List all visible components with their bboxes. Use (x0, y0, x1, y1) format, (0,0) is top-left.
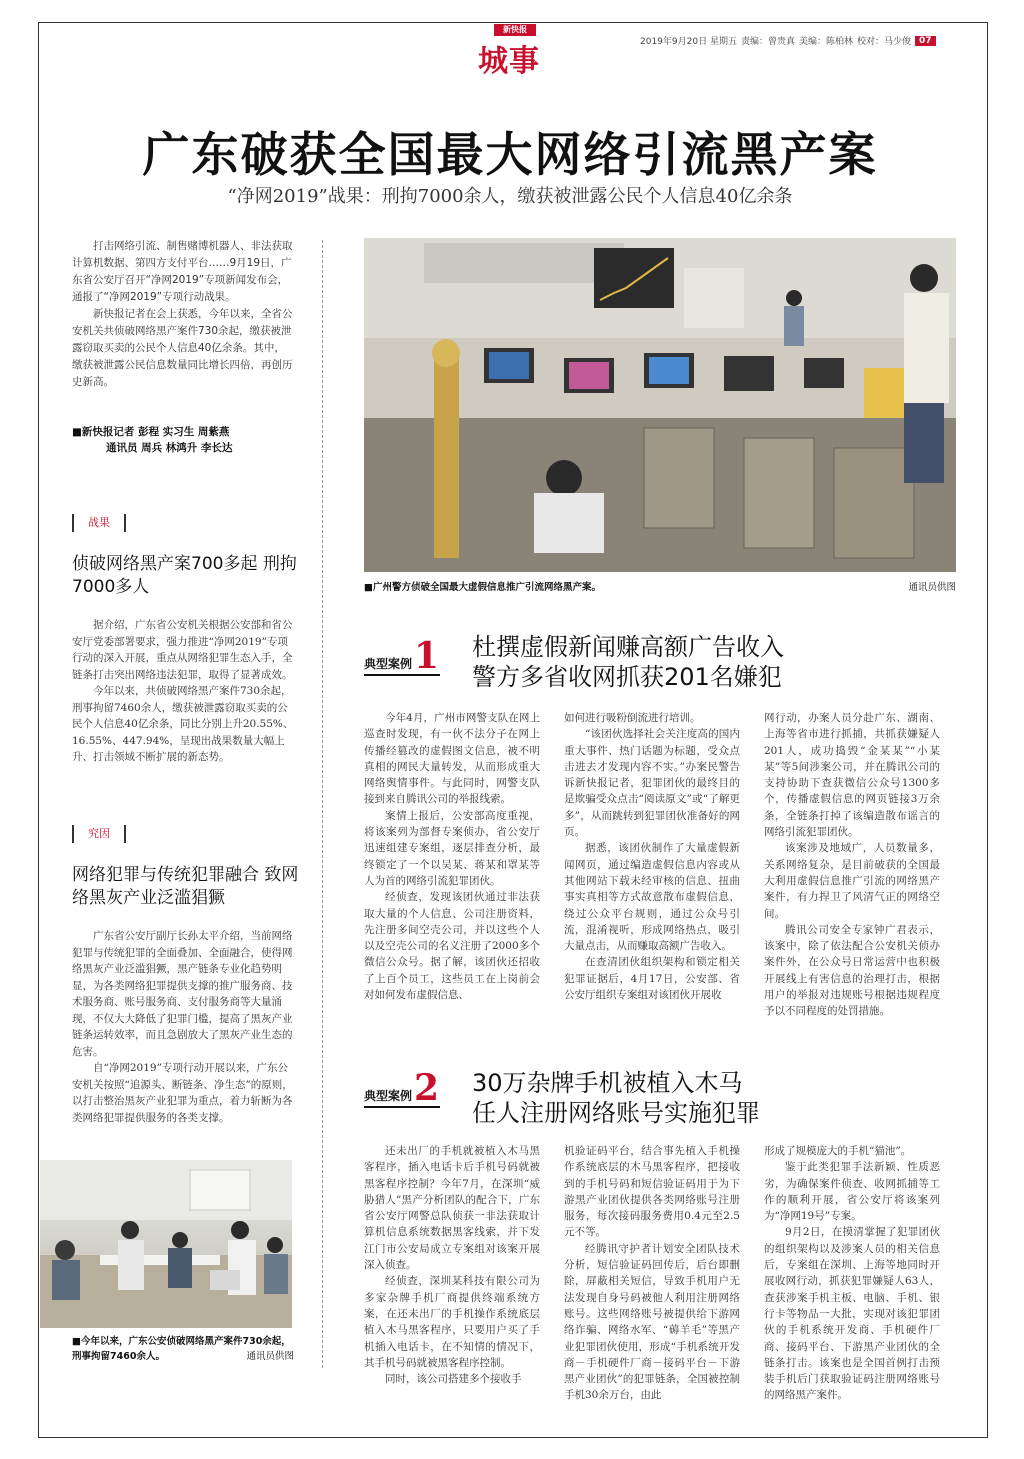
body-paragraph: 据介绍，广东省公安机关根据公安部和省公安厅党委部署要求，强力推进“净网2019”专项行动的深入开展，重点从网络犯罪生态入手，全链条打击突出网络违法犯罪，取得了显著成效。 (72, 619, 293, 681)
body-paragraph: 机验证码平台，结合事先植入手机操作系统底层的木马黑客程序，把接收到的手机号码和短信验证码用于为下游黑产业团伙提供各类网络账号注册服务，每次接码服务费用0.4元至2.5元不等。 (564, 1145, 740, 1239)
photo-police-interrogation (40, 1160, 292, 1328)
sub-headline: “净网2019”战果：刑拘7000余人，缴获被泄露公民个人信息40亿余条 (227, 186, 793, 207)
lead-paragraph: 打击网络引流、制售赌博机器人、非法获取计算机数据、第四方支付平台……9月19日，广东省公安厅召开“净网2019”专项新闻发布会，通报了“净网2019”专项行动战果。 (72, 240, 293, 303)
text-column (564, 710, 740, 1020)
case-headline-line: 任人注册网络账号实施犯罪 (472, 1099, 760, 1127)
caption-text: ■广州警方侦破全国最大虚假信息推广引流网络黑产案。 (364, 582, 601, 593)
section-title: 城事 (478, 44, 540, 79)
case-label-text: 典型案例 (364, 1089, 413, 1103)
body-paragraph: “该团伙选择社会关注度高的国内重大事件、热门话题为标题，受众点击进去才发现内容不实。”办案民警告诉新快报记者，犯罪团伙的最终目的是欺骗受众点击“阅读原文”或“了解更多”，从而跳转到犯罪团伙准备好的网页。 (564, 728, 740, 839)
case-number: 1 (414, 635, 440, 677)
side-body-causes (72, 928, 294, 1126)
body-paragraph: 腾讯公司安全专家钟广君表示，该案中，除了依法配合公安机关侦办案件外，在公众号日常运营中也积极开展线上有害信息的治理打击，根据用户的举报对违规账号根据违规程度予以不同程度的处罚措施。 (764, 923, 940, 1018)
photo-illustration (364, 238, 956, 572)
side-tag-causes: 究因 (72, 825, 126, 843)
body-paragraph: 在查清团伙组织架构和锁定相关犯罪证据后，4月17日，公安部、省公安厅组织专案组对该团伙开展收 (564, 956, 740, 1002)
case-label-1 (364, 635, 440, 677)
text-column (364, 1143, 540, 1404)
case-headline-line: 杜撰虚假新闻赚高额广告收入 (472, 633, 784, 661)
proofreader-credit: 校对：马少俊 (856, 37, 911, 47)
byline (72, 424, 294, 456)
case-body-2 (364, 1143, 940, 1404)
photo-credit: 通讯员供图 (246, 1351, 294, 1362)
body-paragraph: 同时，该公司搭建多个接收手 (385, 1373, 522, 1386)
case-headline-1 (472, 632, 952, 692)
issue-date: 2019年9月20日 星期五 (640, 37, 737, 47)
side-body-results (72, 617, 294, 766)
body-paragraph: 案情上报后，公安部高度重视，将该案列为部督专案侦办，省公安厅迅速组建专案组，逐层排查分析，最终锁定了一个以吴某、蒋某和罩某等人为首的网络引流犯罪团伙。 (364, 809, 540, 887)
body-paragraph: 还未出厂的手机就被植入木马黑客程序，插入电话卡后手机号码就被黑客程序控制？今年7月，在深圳“威胁猎人”黑产分析团队的配合下，广东省公安厅网警总队侦获一非法获取计算机信息系统数据黑客线索，并下发江门市公安局成立专案组对该案开展深入侦查。 (364, 1145, 540, 1272)
case-number: 2 (414, 1067, 440, 1109)
body-paragraph: 广东省公安厅副厅长孙太平介绍，当前网络犯罪与传统犯罪的全面叠加、全面融合，使得网络黑灰产业泛滥猖獗，黑产链条专业化趋势明显，为各类网络犯罪提供支撑的推广服务商、技术服务商、账号服务商、支付服务商等大量涌现，不仅大大降低了犯罪门槛，提高了黑灰产业链条运转效率，而且急剧放大了黑灰产业生态的危害。 (72, 930, 293, 1058)
body-paragraph: 形成了规模庞大的手机“猫池”。 (764, 1145, 912, 1157)
case-label-2 (364, 1067, 440, 1109)
body-paragraph: 今年4月，广州市网警支队在网上巡查时发现，有一伙不法分子在网上传播经篡改的虚假图文信息，被不明真相的网民大量转发，从而形成重大网络舆情事件。与此同时，网警支队接到来自腾讯公司的举报线索。 (364, 712, 540, 806)
case-headline-2 (472, 1068, 952, 1128)
case-label-text: 典型案例 (364, 657, 413, 671)
side-tag-results: 战果 (72, 514, 126, 532)
body-paragraph: 9月2日，在摸清掌握了犯罪团伙的组织架构以及涉案人员的相关信息后，专案组在深圳、上海等地同时开展收网行动，抓获犯罪嫌疑人63人，查获涉案手机主板、电脑、手机、银行卡等物品一大批，实现对该犯罪团伙的手机系统开发商、手机硬件厂商、接码平台、下游黑产业团伙的全链条打击。该案也是全国首例打击预装手机后门获取验证码注册网络账号的网络黑产案件。 (764, 1226, 940, 1402)
photo-caption-big (364, 579, 956, 593)
body-paragraph: 经腾讯守护者计划安全团队技术分析，短信验证码回传后，后台即删除，屏蔽相关短信，导致手机用户无法发现自身号码被他人利用注册网络账号。这些网络账号被提供给下游网络诈骗、网络水军、“薅羊毛”等黑产业犯罪团伙使用，形成“手机系统开发商－手机硬件厂商－接码平台－下游黑产业团伙”的犯罪链条，全国被控制手机30余万台，由此 (564, 1242, 740, 1402)
side-headline-causes: 网络犯罪与传统犯罪融合 致网络黑灰产业泛滥猖獗 (72, 865, 299, 908)
photo-caption-small (72, 1334, 294, 1364)
photo-illustration (40, 1160, 292, 1328)
photo-credit: 通讯员供图 (908, 582, 956, 593)
body-paragraph: 经侦查，发现该团伙通过非法获取大量的个人信息、公司注册资料，先注册多间空壳公司，并以这些个人以及空壳公司的名义注册了2000多个微信公众号。据了解，该团伙还招收了上百个员工，这些员工在上岗前会对如何发布虚假信息、 (364, 891, 540, 1002)
page-number: 07 (915, 36, 936, 46)
byline-line: ■新快报记者 彭程 实习生 周紫燕 (72, 426, 230, 438)
editor-credit: 责编：曾贵真 (740, 37, 795, 47)
caption-text: ■今年以来，广东公安侦破网络黑产案件730余起，刑事拘留7460余人。 (72, 1336, 291, 1362)
text-column (564, 1143, 740, 1404)
case-headline-line: 30万杂牌手机被植入木马 (472, 1069, 743, 1097)
main-headline: 广东破获全国最大网络引流黑产案 (142, 128, 878, 183)
body-paragraph: 网行动，办案人员分赴广东、湖南、上海等省市进行抓捕，共抓获嫌疑人201人，成功捣毁“金某某”“小某某”等5间涉案公司，并在腾讯公司的支持协助下查获微信公众号1300多个，传播虚假信息的网页链接3万余条，全链条打掉了该编造散布谣言的网络引流犯罪团伙。 (764, 712, 940, 839)
body-paragraph: 该案涉及地域广，人员数量多，关系网络复杂，是目前破获的全国最大利用虚假信息推广引流的网络黑产案件，有力捍卫了风清气正的网络空间。 (764, 842, 940, 920)
page-meta (640, 34, 960, 47)
case-headline-line: 警方多省收网抓获201名嫌犯 (472, 663, 782, 691)
byline-line: 通讯员 周兵 林鸿升 李长达 (106, 442, 233, 454)
side-headline-results: 侦破网络黑产案700多起 刑拘7000多人 (72, 554, 297, 597)
column-divider (322, 240, 323, 1368)
text-column (764, 1143, 940, 1404)
lead-paragraphs (72, 238, 294, 391)
case-body-1 (364, 710, 940, 1020)
newspaper-logo-badge: 新快报 (494, 24, 536, 36)
body-paragraph: 今年以来，共侦破网络黑产案件730余起，刑事拘留7460余人，缴获被泄露窃取买卖的公民个人信息40亿余条，同比分别上升20.55%、16.55%、447.94%，呈现出战果数量大幅上升、打击领域不断扩展的新态势。 (72, 685, 294, 763)
body-paragraph: 经侦查，深圳某科技有限公司为多家杂牌手机厂商提供终端系统方案，在还未出厂的手机操作系统底层植入木马黑客程序，只要用户买了手机插入电话卡，在不知情的情况下，其手机号码就被黑客程序控制。 (364, 1275, 540, 1369)
designer-credit: 美编：陈柏林 (798, 37, 853, 47)
body-paragraph: 自“净网2019”专项行动开展以来，广东公安机关按照“追源头、断链条、净生态”的原则，以打击整治黑灰产业犯罪为重点，着力斩断为各类网络犯罪提供服务的各类支撑。 (72, 1062, 293, 1124)
text-column (364, 710, 540, 1020)
body-paragraph: 鉴于此类犯罪手法新颖、性质恶劣，为确保案件侦查、收网抓捕等工作的顺利开展，省公安厅将该案列为“净网19号”专案。 (764, 1161, 940, 1223)
text-column (764, 710, 940, 1020)
body-paragraph: 如何进行吸粉倒流进行培训。 (564, 712, 701, 724)
lead-paragraph: 新快报记者在会上获悉，今年以来，全省公安机关共侦破网络黑产案件730余起，缴获被泄露窃取买卖的公民个人信息40亿余条。其中，缴获被泄露公民信息数量同比增长四倍，再创历史新高。 (72, 308, 293, 388)
body-paragraph: 据悉，该团伙制作了大量虚假新闻网页，通过编造虚假信息内容或从其他网站下载未经审核的信息、扭曲事实真相等方式故意散布虚假信息，绕过公众平台规则，通过公众号引流，混淆视听，形成网络热点，吸引大量点击，从而赚取高额广告收入。 (564, 842, 740, 953)
photo-office-raid (364, 238, 956, 572)
